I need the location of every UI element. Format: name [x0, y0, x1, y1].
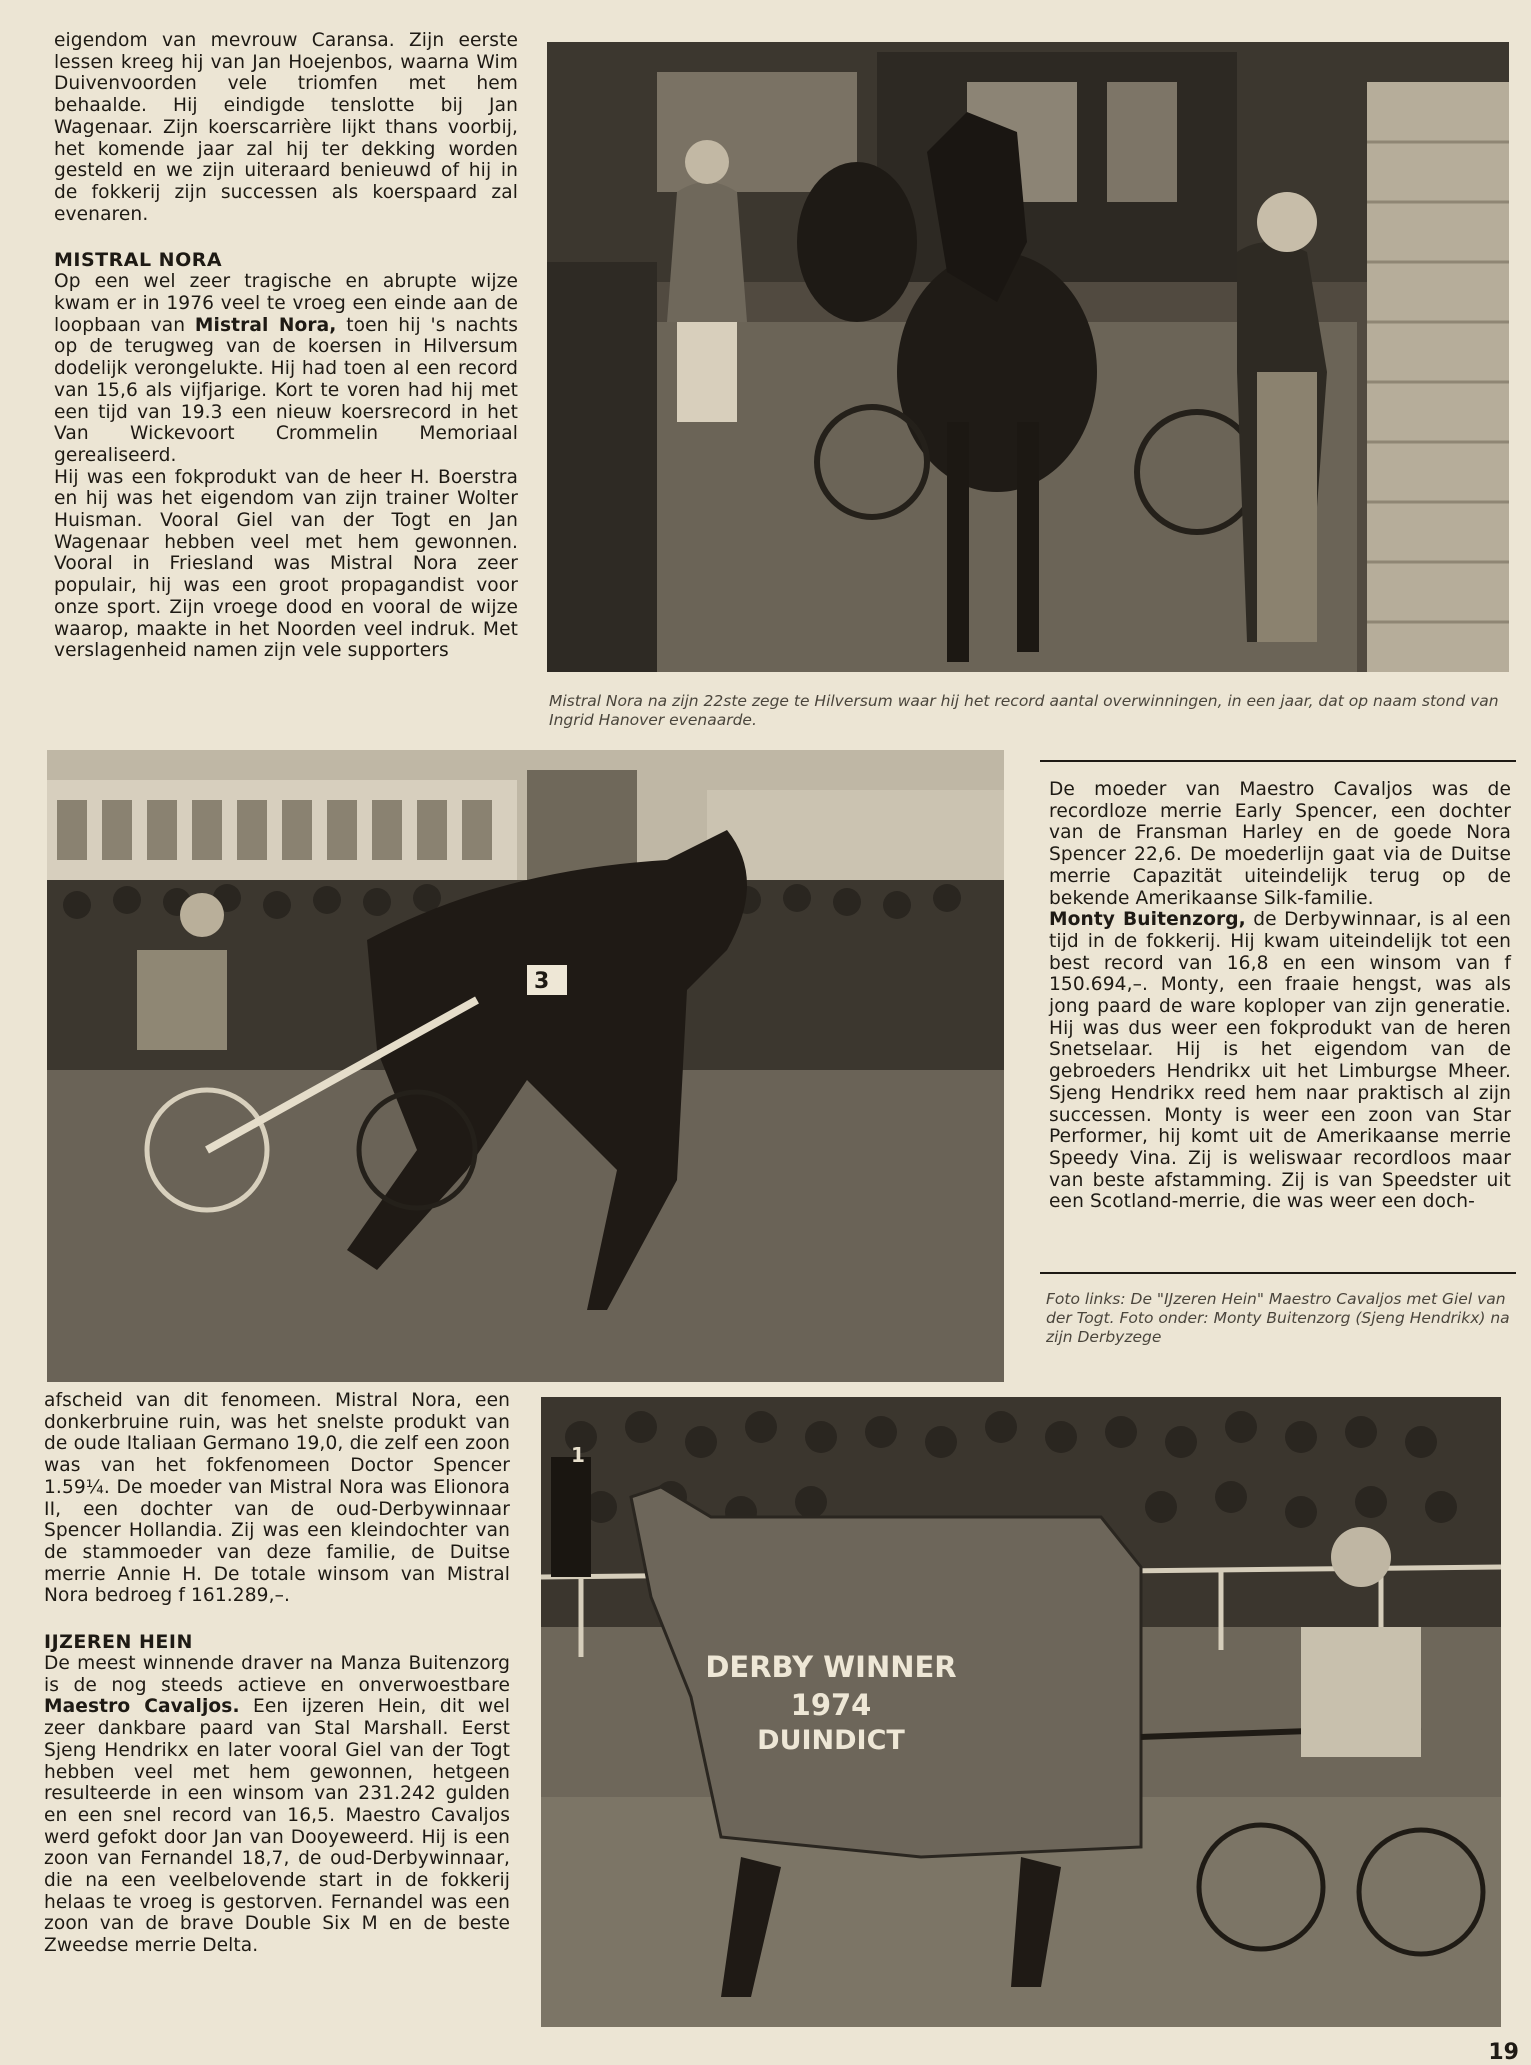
article-paragraph: Hij was een fokprodukt van de heer H. Boerstra en hij was het eigendom van zijn trainer Wolter Huisman. Vooral Giel van der Togt en Jan Wagenaar hebben veel met hem gewonnen. Vooral in Friesland was Mistral Nora zeer populair, hij was een groot propagandist voor onze sport. Zijn vroege dood en vooral de wijze waarop, maakte in het Noorden veel indruk. Met verslagenheid namen zijn vele supporters: [54, 466, 518, 662]
photo-maestro-cavaljos: [47, 750, 1004, 1382]
article-paragraph: [54, 271, 518, 466]
horse-name: Mistral Nora,: [194, 314, 337, 336]
text-column-top: [54, 30, 518, 662]
article-paragraph: [1049, 909, 1511, 1213]
caption-top-photo: Mistral Nora na zijn 22ste zege te Hilversum waar hij het record aantal overwinningen, in een jaar, dat op naam stond van Ingrid Hanover evenaarde.: [549, 692, 1499, 729]
page-number: 19: [1488, 2040, 1519, 2065]
text-span: toen hij 's nachts op de terugweg van de koersen in Hilversum dodelijk verongelukte. Hij had toen al een record van 15,6 als vijfjarige. Kort te voren had hij met een tijd van 19.3 een nieuw koersrecord in het Van Wickevoort Crommelin Memoriaal gerealiseerd.: [54, 314, 519, 466]
article-paragraph: afscheid van dit fenomeen. Mistral Nora, een donkerbruine ruin, was het snelste produkt van de oude Italiaan Germano 19,0, die zelf een zoon was van het fokfenomeen Doctor Spencer 1.59¼. De moeder van Mistral Nora was Elionora II, een dochter van de oud-Derbywinnaar Spencer Hollandia. Zij was een kleindochter van de stammoeder van deze familie, de Duitse merrie Annie H. De totale winsom van Mistral Nora bedroeg f 161.289,–.: [44, 1390, 510, 1607]
article-paragraph: eigendom van mevrouw Caransa. Zijn eerste lessen kreeg hij van Jan Hoejenbos, waarna Wim Duivenvoorden vele triomfen met hem behaalde. Hij eindigde tenslotte bij Jan Wagenaar. Zijn koerscarrière lijkt thans voorbij, het komende jaar zal hij ter dekking worden gesteld en we zijn uiteraard benieuwd of hij in de fokkerij zijn successen als koerspaard zal evenaren.: [54, 30, 518, 225]
text-span: Een ijzeren Hein, dit wel zeer dankbare paard van Stal Marshall. Eerst Sjeng Hendrikx en later vooral Giel van der Togt hebben veel met hem gewonnen, hetgeen resulteerde in een winsom van 231.242 gulden en een snel record van 16,5. Maestro Cavaljos werd gefokt door Jan van Dooyeweerd. Hij is een zoon van Fernandel 18,7, de oud-Derbywinnaar, die na een veelbelovende start in de fokkerij helaas te vroeg is gestorven. Fernandel was een zoon van de brave Double Six M en de beste Zweedse merrie Delta.: [44, 1696, 510, 1957]
column-divider-bottom: [1040, 1272, 1516, 1274]
blanket-text-line2: 1974: [790, 1688, 872, 1722]
text-column-right: [1049, 779, 1511, 1213]
section-heading-ijzeren-hein: IJZEREN HEIN: [44, 1631, 193, 1654]
photo-monty-buitenzorg: [541, 1397, 1501, 2027]
photo-drawing: [547, 42, 1509, 672]
blanket-text-line1: DERBY WINNER: [705, 1650, 957, 1684]
blanket-text-line3: DUINDICT: [757, 1725, 905, 1756]
caption-right: Foto links: De "IJzeren Hein" Maestro Cavaljos met Giel van der Togt. Foto onder: Monty Buitenzorg (Sjeng Hendrikx) na zijn Derbyzege: [1046, 1290, 1510, 1346]
text-span: de Derbywinnaar, is al een tijd in de fokkerij. Hij kwam uiteindelijk tot een best record van 16,8 en een winsom van f 150.694,–. Monty, een fraaie hengst, was als jong paard de ware koploper van zijn generatie. Hij was dus weer een fokprodukt van de heren Snetselaar. Hij is het eigendom van de gebroeders Hendrikx uit het Limburgse Mheer. Sjeng Hendrikx reed hem naar praktisch al zijn successen. Monty is weer een zoon van Star Performer, hij komt uit de Amerikaanse merrie Speedy Vina. Zij is weliswaar recordloos maar van beste afstamming. Zij is van Speedster uit een Scotland-merrie, die was weer een doch-: [1049, 909, 1511, 1213]
sulky-number: 3: [534, 969, 550, 994]
photo-drawing: [47, 750, 1004, 1382]
saddlecloth-number: 1: [571, 1443, 585, 1467]
text-span: Op een wel zeer tragische en abrupte wijze kwam er in 1976 veel te vroeg een einde aan de loopbaan van: [54, 271, 518, 336]
photo-drawing: [541, 1397, 1501, 2027]
article-paragraph: De moeder van Maestro Cavaljos was de recordloze merrie Early Spencer, een dochter van de Fransman Harley en de goede Nora Spencer 22,6. De moederlijn gaat via de Duitse merrie Capazität uiteindelijk terug op de bekende Amerikaanse Silk-familie.: [1049, 779, 1511, 909]
text-column-bottom: [44, 1390, 510, 1957]
horse-name: Maestro Cavaljos.: [44, 1696, 240, 1718]
photo-mistral-nora: [547, 42, 1509, 672]
article-paragraph: [44, 1653, 510, 1957]
column-divider-top: [1040, 760, 1516, 762]
section-heading-mistral-nora: MISTRAL NORA: [54, 249, 223, 272]
horse-name: Monty Buitenzorg,: [1049, 909, 1246, 931]
text-span: De meest winnende draver na Manza Buitenzorg is de nog steeds actieve en onverwoestbare: [44, 1653, 510, 1696]
